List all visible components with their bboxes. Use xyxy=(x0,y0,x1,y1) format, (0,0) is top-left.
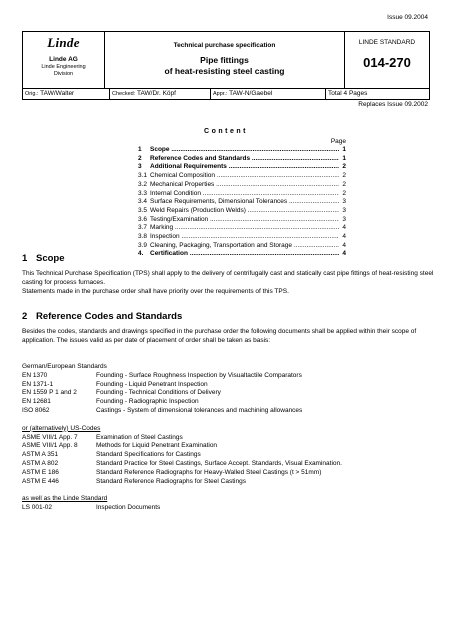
reference-description: Standard Specifications for Castings xyxy=(96,451,201,459)
toc-entry-num: 1 xyxy=(138,146,142,153)
toc-heading: Content xyxy=(204,128,248,135)
group-1-list xyxy=(22,372,434,416)
toc-entry xyxy=(138,190,346,199)
reference-list xyxy=(22,363,434,513)
header-box xyxy=(22,31,430,89)
toc-entry-page: 4 xyxy=(342,241,346,249)
group-2-title: or (alternatively) US-Codes xyxy=(22,424,101,432)
toc-entry-page: 4 xyxy=(342,233,346,241)
toc-entry-page: 2 xyxy=(342,163,346,171)
toc-entry xyxy=(138,224,346,233)
reference-description: Methods for Liquid Penetrant Examination xyxy=(96,442,218,450)
reference-description: Founding - Radiographic Inspection xyxy=(96,398,199,406)
reference-row xyxy=(22,460,434,469)
standard-number: 014-270 xyxy=(363,55,411,70)
reference-row xyxy=(22,451,434,460)
approvals-row xyxy=(22,89,430,100)
reference-code: ASTM A 351 xyxy=(22,451,59,459)
toc-entry-title: Mechanical Properties ..... xyxy=(150,181,339,190)
reference-code: EN 1371-1 xyxy=(22,380,54,388)
toc-entry-title: Additional Requirements ..... xyxy=(150,163,339,172)
standard-cell xyxy=(345,32,429,88)
division-name: Linde Engineering Division xyxy=(41,64,86,77)
reference-description: Examination of Steel Castings xyxy=(96,433,183,441)
reference-description: Standard Reference Radiographs for Steel Castings xyxy=(96,477,246,485)
group-2-list xyxy=(22,434,434,487)
reference-code: ASME VIII/1 App. 8 xyxy=(22,442,78,450)
toc-entry-num: 3.6 xyxy=(138,215,148,223)
toc-entry xyxy=(138,207,346,216)
approved-cell xyxy=(211,89,326,99)
section-2-title: Reference Codes and Standards xyxy=(36,311,183,322)
reference-description: Castings - System of dimensional tolerances and machining allowances xyxy=(96,406,303,414)
standard-label: LINDE STANDARD xyxy=(358,39,416,46)
section-1-number: 1 xyxy=(22,253,28,264)
total-pages-cell: Total 4 Pages xyxy=(328,90,368,97)
group-1-title: German/European Standards xyxy=(22,363,107,370)
toc-entry-num: 3 xyxy=(138,163,142,171)
reference-row xyxy=(22,469,434,478)
toc-entry xyxy=(138,233,346,242)
section-1-para-1: This Technical Purchase Specification (TPS) shall apply to the delivery of centrifugally cast and statically cast pipe fittings of heat-resisting steel casting for process furnaces. xyxy=(22,270,434,286)
issue-date: Issue 09.2004 xyxy=(387,14,428,21)
toc-entry-page: 3 xyxy=(342,198,346,206)
reference-row xyxy=(22,504,434,513)
toc-entry-title: Scope ..... xyxy=(150,146,339,155)
reference-code: EN 12681 xyxy=(22,398,51,406)
reference-description: Inspection Documents xyxy=(96,504,161,512)
toc-entry-title: Certification ..... xyxy=(150,250,339,259)
reference-description: Standard Reference Radiographs for Heavy-Walled Steel Castings (t > 51mm) xyxy=(96,468,322,476)
checked-cell xyxy=(110,89,211,99)
title-cell xyxy=(105,32,345,88)
reference-description: Founding - Liquid Penetrant Inspection xyxy=(96,380,208,388)
replaces-issue: Replaces Issue 09.2002 xyxy=(358,101,428,108)
section-1-heading xyxy=(22,253,65,264)
reference-code: ASTM E 446 xyxy=(22,477,59,485)
toc-entry-page: 3 xyxy=(342,206,346,214)
reference-row xyxy=(22,442,434,451)
company-cell xyxy=(23,32,105,88)
section-1-para-2: Statements made in the purchase order shall have priority over the requirements of this TPS. xyxy=(22,288,289,295)
reference-row xyxy=(22,398,434,407)
toc-entry-title: Marking ..... xyxy=(150,224,339,233)
toc-list xyxy=(138,146,346,259)
approved-value: TAW-N/Gaebel xyxy=(229,90,273,97)
toc-entry xyxy=(138,155,346,164)
toc-entry-page: 2 xyxy=(342,189,346,197)
toc-entry-page: 4 xyxy=(342,224,346,232)
reference-code: LS 001-02 xyxy=(22,504,52,512)
toc-entry-num: 3.8 xyxy=(138,233,148,241)
toc-entry-num: 3.4 xyxy=(138,198,148,206)
originator-value: TAW/Walter xyxy=(40,90,75,97)
toc-entry xyxy=(138,163,346,172)
checked-value: TAW/Dr. Köpf xyxy=(136,90,176,97)
toc-entry-page: 1 xyxy=(342,146,346,153)
toc-entry-num: 2 xyxy=(138,154,142,162)
reference-description: Founding - Technical Conditions of Delivery xyxy=(96,389,221,397)
reference-code: ASME VIII/1 App. 7 xyxy=(22,433,78,441)
reference-description: Standard Practice for Steel Castings, Surface Accept. Standards, Visual Examination. xyxy=(96,459,342,467)
reference-row xyxy=(22,381,434,390)
spec-title-line1: Pipe fittings xyxy=(200,55,249,65)
toc-entry-num: 3.9 xyxy=(138,241,148,249)
toc-entry-title: Weld Repairs (Production Welds) ..... xyxy=(150,207,339,216)
toc-entry xyxy=(138,172,346,181)
section-1-title: Scope xyxy=(36,253,65,264)
toc-entry xyxy=(138,198,346,207)
toc-entry xyxy=(138,242,346,251)
group-3-title: as well as the Linde Standard xyxy=(22,495,108,503)
originator-label: Orig.: xyxy=(25,91,39,97)
group-3-list xyxy=(22,504,434,513)
toc-entry-title: Internal Condition ..... xyxy=(150,190,339,199)
toc-entry-title: Reference Codes and Standards ..... xyxy=(150,155,339,164)
reference-row xyxy=(22,478,434,487)
reference-code: EN 1370 xyxy=(22,371,48,379)
reference-row xyxy=(22,372,434,381)
section-2-intro: Besides the codes, standards and drawings specified in the purchase order the following documents shall be applied within their scope of application. The issues valid as per date of placement of order shall be taken as basis: xyxy=(22,328,417,344)
toc-entry-page: 4 xyxy=(342,250,346,258)
toc-entry-page: 3 xyxy=(342,215,346,223)
toc-entry-page: 1 xyxy=(342,154,346,162)
reference-code: ASTM A 802 xyxy=(22,459,59,467)
table-of-contents xyxy=(138,137,346,259)
spec-title-line2: of heat-resisting steel casting xyxy=(164,66,285,76)
reference-row xyxy=(22,407,434,416)
toc-page-label: Page xyxy=(330,138,346,145)
reference-row xyxy=(22,389,434,398)
toc-entry-title: Surface Requirements, Dimensional Tolerances ..... xyxy=(150,198,339,207)
checked-label: Checked: xyxy=(112,91,136,97)
reference-row xyxy=(22,434,434,443)
toc-entry xyxy=(138,146,346,155)
toc-entry-page: 2 xyxy=(342,180,346,188)
toc-entry-num: 3.7 xyxy=(138,224,148,232)
section-2-number: 2 xyxy=(22,311,28,322)
toc-entry-title: Cleaning, Packaging, Transportation and Storage ..... xyxy=(150,242,339,251)
toc-entry-num: 3.2 xyxy=(138,180,148,188)
toc-entry-title: Testing/Examination ..... xyxy=(150,216,339,225)
reference-description: Founding - Surface Roughness Inspection by Visualtactile Comparators xyxy=(96,371,302,379)
reference-code: EN 1559 P 1 and 2 xyxy=(22,389,77,397)
toc-entry-page: 2 xyxy=(342,172,346,180)
toc-entry-title: Chemical Composition ..... xyxy=(150,172,339,181)
toc-entry xyxy=(138,250,346,259)
company-name: Linde AG xyxy=(49,56,78,63)
toc-entry-num: 4. xyxy=(138,250,144,258)
approved-label: Appr.: xyxy=(213,91,228,97)
reference-code: ISO 8062 xyxy=(22,406,50,414)
toc-entry-title: Inspection ..... xyxy=(150,233,339,242)
toc-entry xyxy=(138,181,346,190)
toc-entry-num: 3.3 xyxy=(138,189,148,197)
toc-entry-num: 3.5 xyxy=(138,206,148,214)
reference-code: ASTM E 186 xyxy=(22,468,59,476)
spec-title xyxy=(105,55,344,77)
originator-cell xyxy=(23,89,110,99)
toc-entry-num: 3.1 xyxy=(138,172,148,180)
linde-logo: Linde xyxy=(47,35,80,50)
spec-type: Technical purchase specification xyxy=(173,42,276,49)
toc-entry xyxy=(138,216,346,225)
section-2-heading xyxy=(22,311,182,322)
